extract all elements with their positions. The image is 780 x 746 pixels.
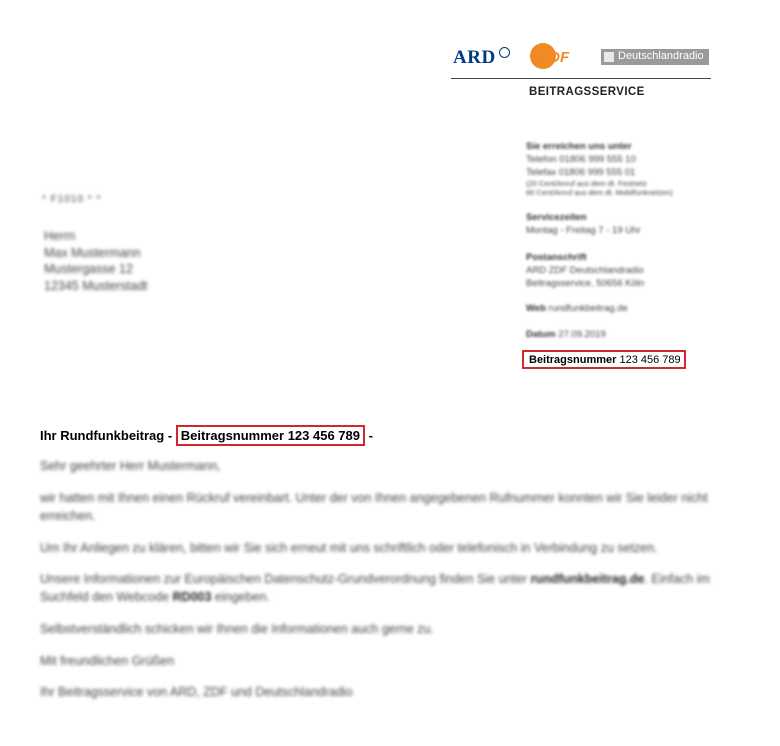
deutschlandradio-label: Deutschlandradio [618,50,704,62]
web-line [526,302,628,315]
header-divider [451,78,711,79]
ard-logo: ARD [453,47,496,68]
service-hours [526,211,641,237]
deutschlandradio-icon [604,52,614,62]
postal-line-1: ARD ZDF Deutschlandradio [526,265,644,276]
letter-subject [40,425,373,446]
contact-title: Sie erreichen uns unter [526,141,632,152]
ard-eye-icon [499,47,510,58]
mailing-code: * F1010 * * [42,194,102,205]
webcode: RD003 [172,589,212,604]
broadcaster-logos [450,40,712,76]
signature: Ihr Beitragsservice von ARD, ZDF und Deutschlandradio [40,685,353,699]
subject-prefix: Ihr Rundfunkbeitrag - [40,428,176,443]
service-name: BEITRAGSSERVICE [529,86,645,98]
deutschlandradio-logo [601,49,709,65]
date-value: 27.09.2019 [558,329,606,340]
greeting: Sehr geehrter Herr Mustermann, [40,459,221,473]
fax: Telefax 01806 999 555 01 [526,167,636,178]
reference-value: 123 456 789 [619,354,681,366]
hours-value: Montag - Freitag 7 - 19 Uhr [526,225,641,236]
zdf-logo: ZDF [540,49,570,66]
paragraph-callback: wir hatten mit Ihnen einen Rückruf vereinbart. Unter der von Ihnen angegebenen Rufnummer konnten wir Sie leider nicht erreichen. [40,491,708,523]
privacy-text-b: . Einfach im Suchfeld den Webcode [40,572,710,604]
recipient-street: Mustergasse 12 [44,262,133,276]
recipient-address [44,228,148,294]
privacy-text-a: Unsere Informationen zur Europäischen Datenschutz-Grundverordnung finden Sie unter [40,572,531,586]
recipient-salutation: Herrn [44,229,76,243]
paragraph-privacy [40,571,750,606]
tariff-note-2: 60 Cent/Anruf aus dem dt. Mobilfunknetzen) [526,188,673,197]
privacy-text-c: eingeben. [211,589,270,604]
reference-number-highlight [522,350,686,369]
postal-title: Postanschrift [526,252,587,263]
paragraph-contact-request: Um Ihr Anliegen zu klären, bitten wir Sie sich erneut mit uns schriftlich oder telefonisch in Verbindung zu setzen. [40,541,658,555]
tariff-note-1: (20 Cent/Anruf aus dem dt. Festnetz [526,179,647,188]
web-label: Web [526,303,546,314]
subject-suffix: - [365,428,373,443]
recipient-city: 12345 Musterstadt [44,278,148,293]
reference-number [529,354,681,366]
postal-address [526,251,644,290]
hours-title: Servicezeiten [526,212,587,223]
contact-block [526,140,673,197]
date-label: Datum [526,329,556,340]
privacy-link: rundfunkbeitrag.de [530,572,645,586]
web-value: rundfunkbeitrag.de [548,303,628,314]
paragraph-info-mail: Selbstverständlich schicken wir Ihnen die Informationen auch gerne zu. [40,622,434,636]
postal-line-2: Beitragsservice, 50656 Köln [526,278,645,289]
closing: Mit freundlichen Grüßen [40,654,175,668]
date-line [526,328,606,341]
phone: Telefon 01806 999 555 10 [526,154,636,165]
recipient-name: Max Mustermann [44,245,141,260]
reference-label: Beitragsnummer [529,354,617,366]
subject-reference-highlight: Beitragsnummer 123 456 789 [176,425,365,446]
